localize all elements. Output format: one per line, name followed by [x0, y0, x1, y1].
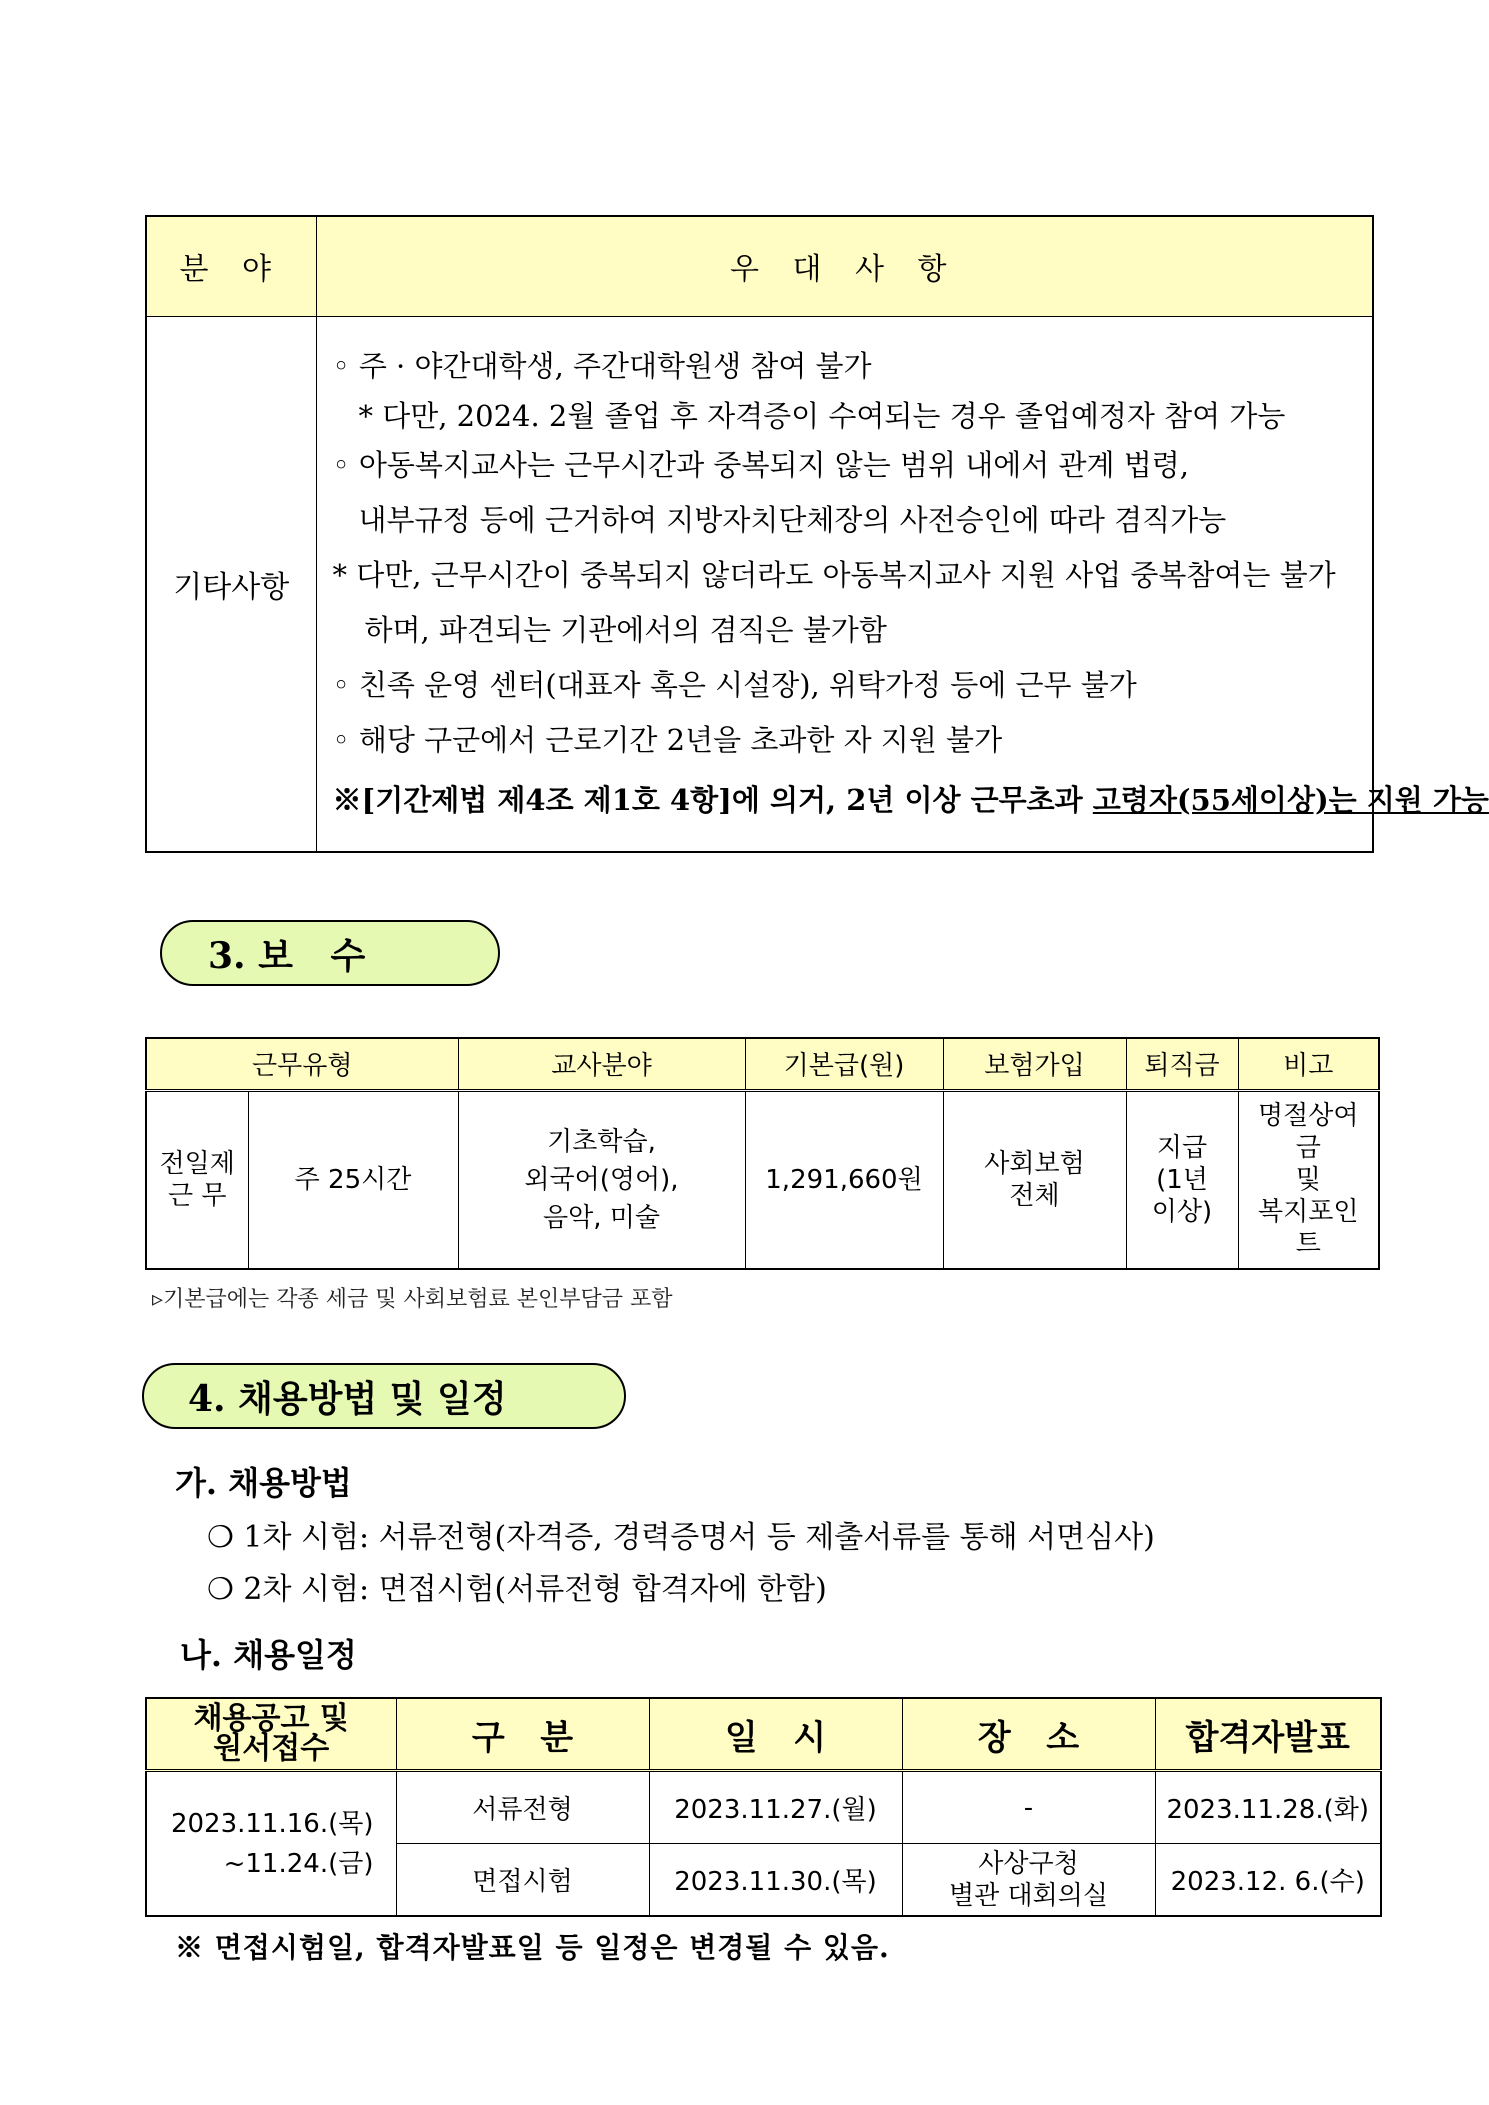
- work-hours: 주 25시간: [248, 1090, 458, 1269]
- stage: 면접시험: [396, 1844, 649, 1917]
- base-pay: 1,291,660원: [745, 1090, 943, 1269]
- header-content: 우 대 사 항: [316, 216, 1373, 316]
- method-item: ❍ 1차 시험: 서류전형(자격증, 경력증명서 등 제출서류를 통해 서면심사): [207, 1520, 1155, 1555]
- section4-title: [142, 1363, 626, 1429]
- schedule-heading: 나. 채용일정: [180, 1636, 357, 1674]
- last-line-underlined: 고령자(55세이상)는 지원 가능: [1092, 782, 1489, 817]
- row-label: 기타사항: [146, 316, 316, 852]
- preference-line: ◦ 친족 운영 센터(대표자 혹은 시설장), 위탁가정 등에 근무 불가: [332, 667, 1137, 702]
- preference-line: * 다만, 2024. 2월 졸업 후 자격증이 수여되는 경우 졸업예정자 참여 가능: [358, 398, 1286, 433]
- preference-table: [145, 215, 1489, 853]
- preference-line: ◦ 주 · 야간대학생, 주간대학원생 참여 불가: [332, 348, 872, 383]
- pay-header: 근무유형: [146, 1038, 458, 1090]
- preference-line: 내부규정 등에 근거하여 지방자치단체장의 사전승인에 따라 겸직가능: [358, 502, 1227, 537]
- pay-header: 보험가입: [943, 1038, 1126, 1090]
- header-field: 분 야: [146, 216, 316, 316]
- date: 2023.11.30.(목): [649, 1844, 902, 1917]
- insurance: 사회보험 전체: [943, 1090, 1126, 1269]
- severance: 지급 (1년 이상): [1126, 1090, 1238, 1269]
- pay-note: ▹기본급에는 각종 세금 및 사회보험료 본인부담금 포함: [152, 1287, 673, 1312]
- stage: 서류전형: [396, 1771, 649, 1844]
- place: -: [902, 1771, 1155, 1844]
- preference-last-line: [332, 768, 1489, 832]
- section3-title: [160, 920, 500, 986]
- remarks: 명절상여 금 및 복지포인 트: [1238, 1090, 1379, 1269]
- pay-header: 퇴직금: [1126, 1038, 1238, 1090]
- schedule-header: 장 소: [902, 1698, 1155, 1771]
- pay-header: 교사분야: [458, 1038, 745, 1090]
- schedule-footnote: ※ 면접시험일, 합격자발표일 등 일정은 변경될 수 있음.: [175, 1931, 890, 1964]
- schedule-header: 구 분: [396, 1698, 649, 1771]
- date: 2023.11.27.(월): [649, 1771, 902, 1844]
- work-type: 전일제 근 무: [146, 1090, 248, 1269]
- announce-date: 2023.12. 6.(수): [1155, 1844, 1381, 1917]
- preference-content: [316, 316, 1489, 852]
- section3-title-text: 3. 보 수: [208, 934, 366, 977]
- section4-title-text: 4. 채용방법 및 일정: [188, 1377, 507, 1420]
- preference-line: ◦ 아동복지교사는 근무시간과 중복되지 않는 범위 내에서 관계 법령,: [332, 447, 1189, 482]
- schedule-header: 합격자발표: [1155, 1698, 1381, 1771]
- pay-header: 기본급(원): [745, 1038, 943, 1090]
- announce-date: 2023.11.28.(화): [1155, 1771, 1381, 1844]
- schedule-table: [145, 1697, 1382, 1917]
- pay-table: [145, 1037, 1380, 1270]
- application-period: 2023.11.16.(목) ~11.24.(금): [146, 1771, 396, 1917]
- method-item: ❍ 2차 시험: 면접시험(서류전형 합격자에 한함): [207, 1572, 827, 1607]
- preference-line: * 다만, 근무시간이 중복되지 않더라도 아동복지교사 지원 사업 중복참여는 불가: [332, 557, 1336, 592]
- schedule-header: 채용공고 및 원서접수: [146, 1698, 396, 1771]
- teacher-field: 기초학습, 외국어(영어), 음악, 미술: [458, 1090, 745, 1269]
- method-heading: 가. 채용방법: [175, 1464, 352, 1502]
- pay-header: 비고: [1238, 1038, 1379, 1090]
- schedule-header: 일 시: [649, 1698, 902, 1771]
- preference-line: 하며, 파견되는 기관에서의 겸직은 불가함: [364, 612, 887, 647]
- preference-line: ◦ 해당 구군에서 근로기간 2년을 초과한 자 지원 불가: [332, 722, 1003, 757]
- last-line-prefix: ※[기간제법 제4조 제1호 4항]에 의거, 2년 이상 근무초과: [332, 782, 1093, 817]
- place: 사상구청 별관 대회의실: [902, 1844, 1155, 1917]
